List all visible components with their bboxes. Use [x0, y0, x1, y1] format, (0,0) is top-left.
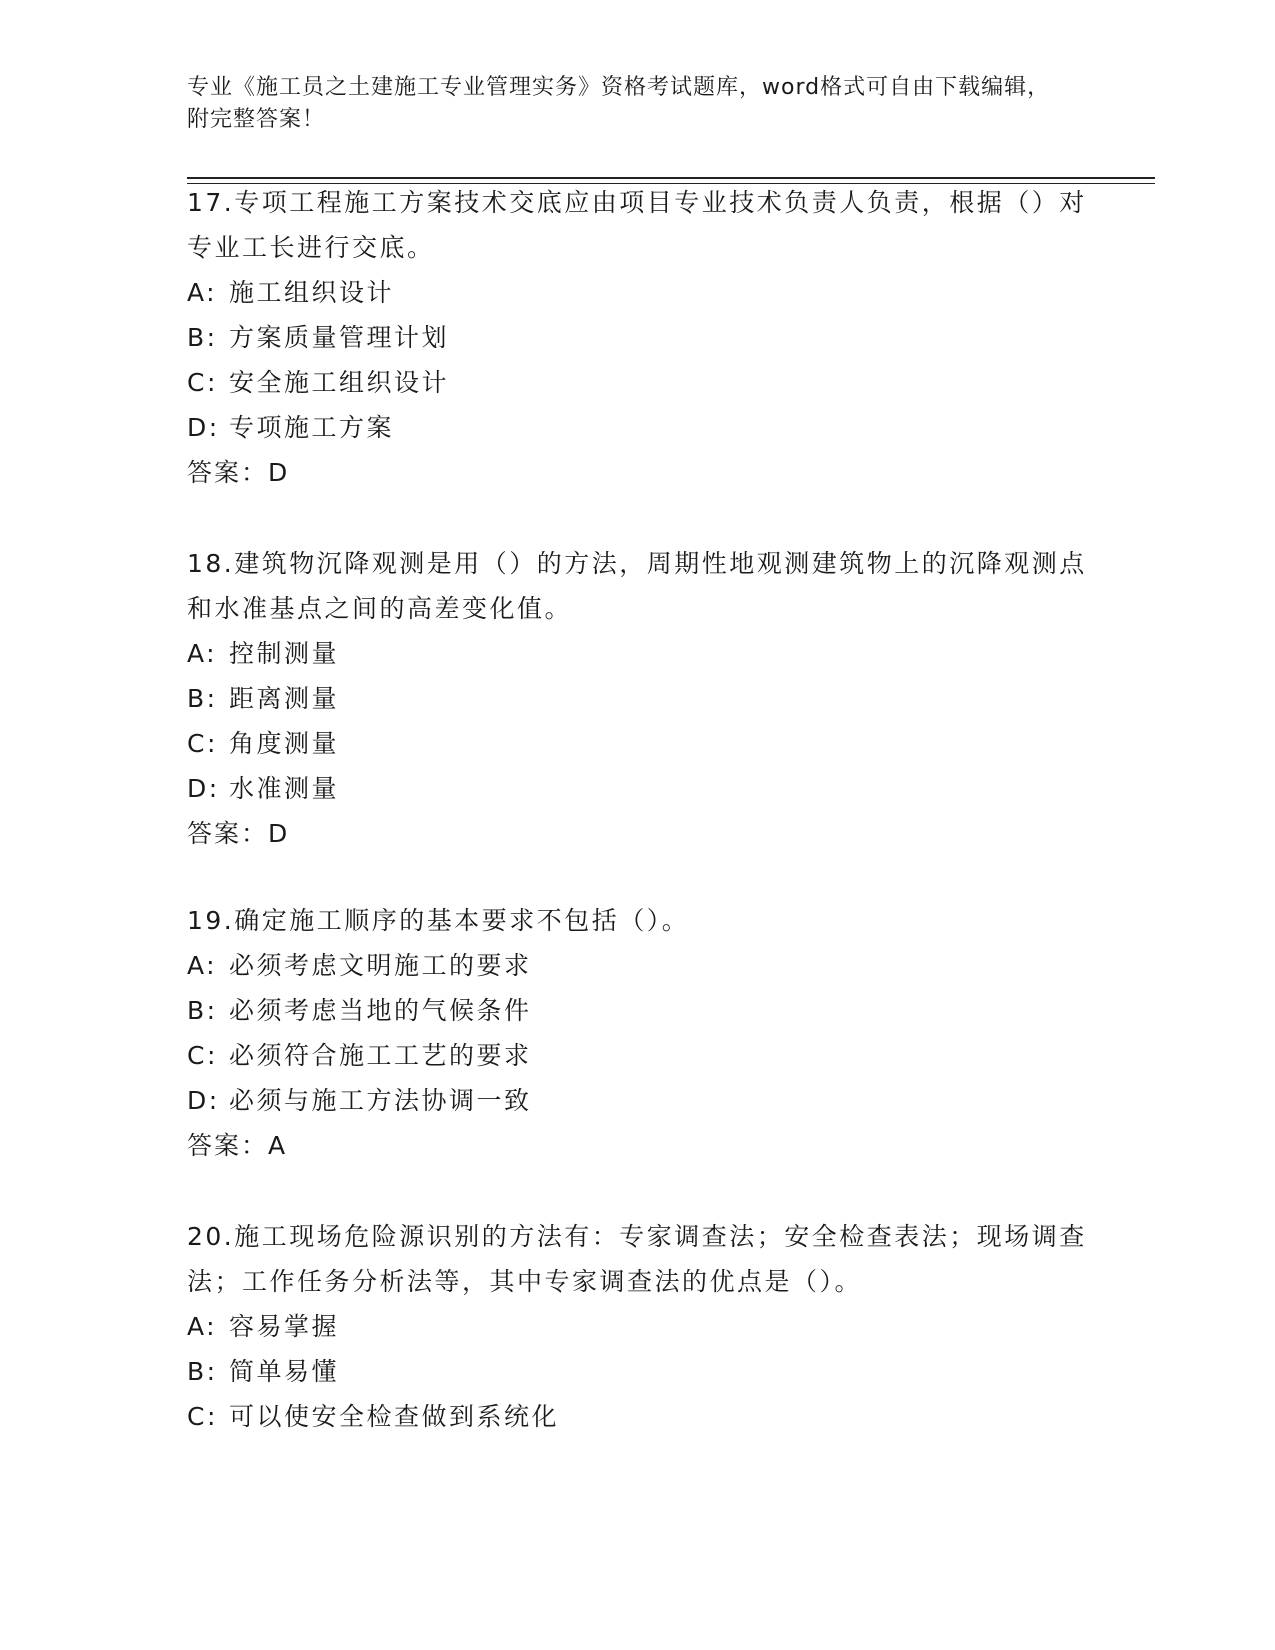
answer-line: 答案：A	[187, 1131, 288, 1160]
option-a	[187, 631, 1087, 676]
question-stem: 18.建筑物沉降观测是用（）的方法，周期性地观测建筑物上的沉降观测点和水准基点之间的高差变化值。	[187, 549, 1087, 623]
option-key: A:	[187, 1312, 218, 1341]
option-text: 必须考虑当地的气候条件	[229, 996, 532, 1025]
option-text: 必须与施工方法协调一致	[229, 1086, 532, 1115]
option-b	[187, 676, 1087, 721]
option-c	[187, 1033, 1087, 1078]
option-text: 可以使安全检查做到系统化	[229, 1402, 560, 1431]
question-18	[187, 541, 1087, 856]
question-stem: 17.专项工程施工方案技术交底应由项目专业技术负责人负责，根据（）对专业工长进行交底。	[187, 188, 1087, 262]
option-a	[187, 943, 1087, 988]
question-stem: 19.确定施工顺序的基本要求不包括（）。	[187, 906, 690, 935]
question-20	[187, 1214, 1087, 1439]
option-text: 安全施工组织设计	[229, 368, 450, 397]
option-a	[187, 270, 1087, 315]
option-text: 简单易懂	[229, 1357, 340, 1386]
option-text: 施工组织设计	[229, 278, 395, 307]
option-key: C:	[187, 368, 218, 397]
option-key: C:	[187, 1041, 218, 1070]
option-text: 距离测量	[229, 684, 340, 713]
option-text: 必须考虑文明施工的要求	[229, 951, 532, 980]
option-text: 水准测量	[229, 774, 340, 803]
option-key: B:	[187, 996, 218, 1025]
option-text: 方案质量管理计划	[229, 323, 450, 352]
answer-line: 答案：D	[187, 819, 290, 848]
document-header: 专业《施工员之土建施工专业管理实务》资格考试题库，word格式可自由下载编辑，附完整答案！	[187, 75, 1051, 132]
option-d	[187, 1078, 1087, 1123]
question-19	[187, 898, 1087, 1168]
option-text: 必须符合施工工艺的要求	[229, 1041, 532, 1070]
option-text: 容易掌握	[229, 1312, 340, 1341]
option-b	[187, 1349, 1087, 1394]
option-c	[187, 360, 1087, 405]
option-key: C:	[187, 729, 218, 758]
option-text: 角度测量	[229, 729, 340, 758]
question-stem: 20.施工现场危险源识别的方法有：专家调查法；安全检查表法；现场调查法；工作任务分析法等，其中专家调查法的优点是（）。	[187, 1222, 1087, 1296]
option-key: D:	[187, 774, 220, 803]
option-key: A:	[187, 278, 218, 307]
option-c	[187, 721, 1087, 766]
header-divider-thick	[187, 177, 1155, 179]
option-d	[187, 405, 1087, 450]
option-key: B:	[187, 323, 218, 352]
option-key: D:	[187, 1086, 220, 1115]
option-text: 专项施工方案	[229, 413, 395, 442]
option-key: A:	[187, 639, 218, 668]
option-a	[187, 1304, 1087, 1349]
option-key: B:	[187, 684, 218, 713]
option-b	[187, 315, 1087, 360]
question-17	[187, 180, 1087, 495]
option-text: 控制测量	[229, 639, 340, 668]
option-c	[187, 1394, 1087, 1439]
option-b	[187, 988, 1087, 1033]
answer-line: 答案：D	[187, 458, 290, 487]
option-key: C:	[187, 1402, 218, 1431]
option-key: D:	[187, 413, 220, 442]
option-d	[187, 766, 1087, 811]
option-key: B:	[187, 1357, 218, 1386]
option-key: A:	[187, 951, 218, 980]
